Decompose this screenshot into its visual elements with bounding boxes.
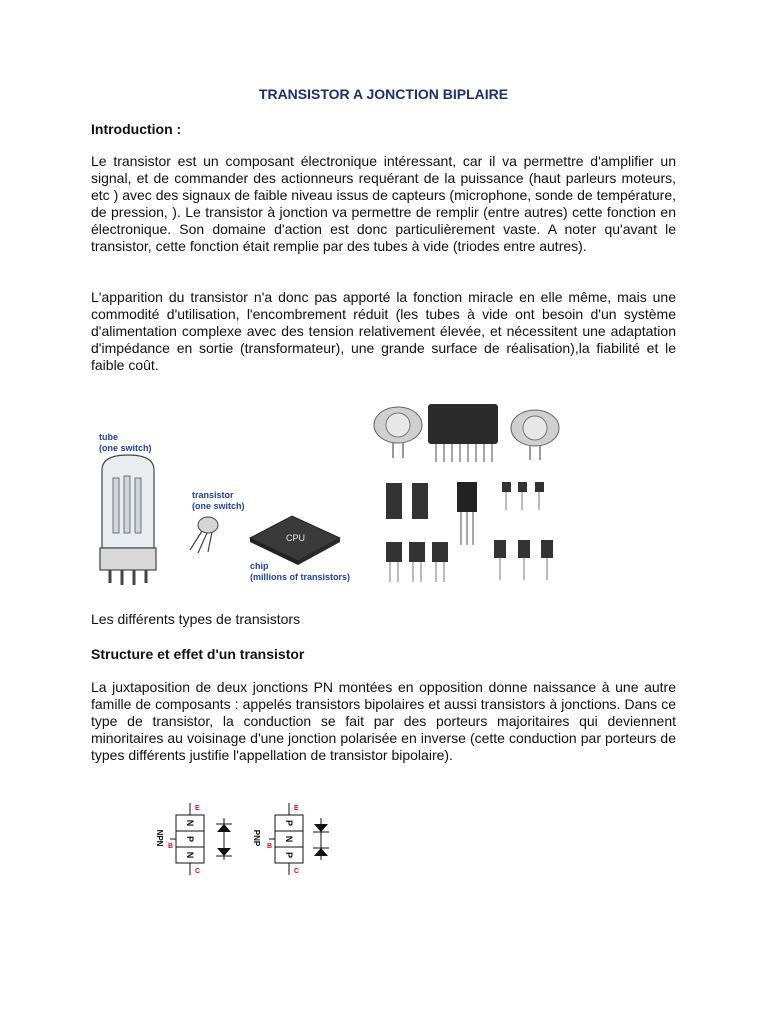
chip-sublabel: (millions of transistors) bbox=[250, 572, 351, 582]
to126-transistors-row bbox=[386, 540, 553, 582]
power-module-illustration bbox=[428, 404, 498, 462]
paragraph-1: Le transistor est un composant électronique intéressant, car il va permettre d'amplifier un signal, et de commander des actionneurs requérant de la puissance (haut parleurs moteurs, etc ) avec des signaux de faible niveau issus de capteurs (microphone, sonde de température, de pression, ). Le transistor à jonction va permettre de remplir (entre autres) cette fonction en électronique. Son domaine d'action est donc particulièrement vaste. A noter qu'avant le transistor, cette fonction était remplie par des tubes à vide (triodes entre autres). bbox=[91, 153, 676, 254]
pnp-layer-2: N bbox=[284, 835, 294, 843]
pnp-layer-1: P bbox=[284, 819, 294, 827]
to3-transistor-right bbox=[511, 410, 559, 460]
cpu-text: CPU bbox=[286, 533, 306, 543]
npn-layer-1: N bbox=[185, 819, 195, 827]
small-transistor-illustration bbox=[190, 517, 218, 553]
tube-sublabel: (one switch) bbox=[99, 443, 152, 453]
npn-base: B bbox=[168, 843, 174, 850]
paragraph-2: L'apparition du transistor n'a donc pas apporté la fonction miracle en elle même, mais une commodité d'utilisation, l'encombrement réduit (les tubes à vide ont besoin d'un système d'alimentation complexe avec des tension relativement élevée, et nécessitent une adaptation d'impédance en sortie (transformateur), une grande surface de réalisation),la fiabilité et le faible coût. bbox=[91, 289, 676, 373]
npn-emitter: E bbox=[195, 805, 200, 812]
transistor-label: transistor bbox=[192, 490, 234, 500]
npn-diagram bbox=[155, 803, 232, 875]
figure-caption: Les différents types de transistors bbox=[91, 611, 301, 627]
cpu-chip-illustration bbox=[250, 516, 340, 565]
npn-side-label: NPN bbox=[155, 829, 164, 847]
npn-layer-2: P bbox=[185, 835, 195, 843]
tube-label: tube bbox=[99, 432, 118, 442]
pnp-side-label: PNP bbox=[252, 829, 261, 847]
pnp-layer-3: P bbox=[284, 851, 294, 859]
structure-heading: Structure et effet d'un transistor bbox=[91, 646, 305, 662]
pnp-collector: C bbox=[294, 868, 300, 875]
pnp-emitter: E bbox=[294, 805, 299, 812]
to220-transistors-row bbox=[386, 482, 544, 545]
pnp-base: B bbox=[267, 843, 273, 850]
vacuum-tube-illustration bbox=[100, 455, 156, 585]
document-title: TRANSISTOR A JONCTION BIPLAIRE bbox=[258, 86, 509, 102]
chip-label: chip bbox=[250, 561, 269, 571]
transistor-sublabel: (one switch) bbox=[192, 501, 245, 511]
paragraph-3: La juxtaposition de deux jonctions PN montées en opposition donne naissance à une autre famille de composants : appelés transistors bipolaires et aussi transistors à jonctions. Dans ce type de transistor, la conduction se fait par des porteurs majoritaires qui deviennent minoritaires au voisinage d'une jonction polarisée en inverse (cette conduction par porteurs de types différents justifie l'appellation de transistor bipolaire). bbox=[91, 679, 676, 763]
npn-layer-3: N bbox=[185, 851, 195, 859]
pnp-diagram bbox=[252, 803, 329, 875]
to3-transistor-left bbox=[374, 407, 422, 458]
intro-heading: Introduction : bbox=[91, 121, 182, 137]
npn-collector: C bbox=[195, 868, 201, 875]
